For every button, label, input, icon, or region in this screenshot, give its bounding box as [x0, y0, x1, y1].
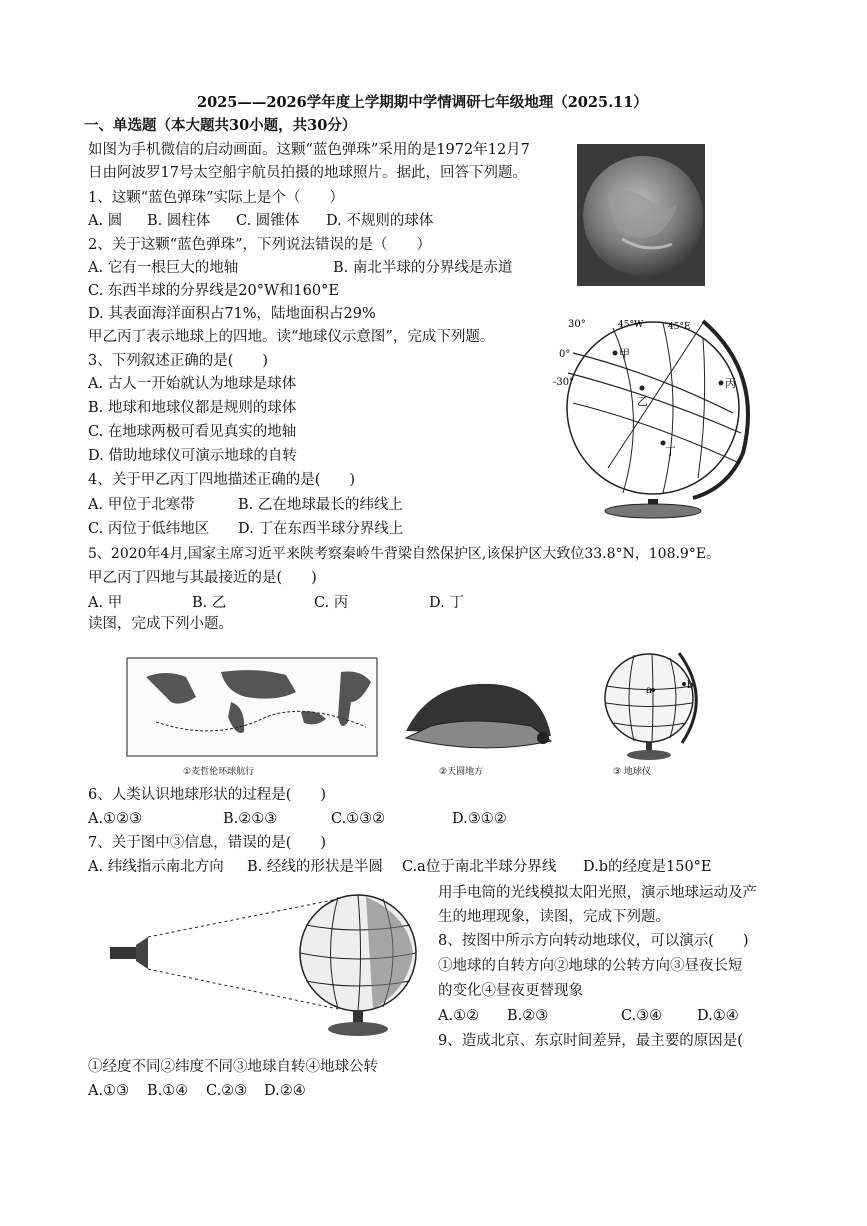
q7-option-a[interactable]: A. 纬线指示南北方向: [88, 859, 224, 875]
question-9-stem: 9、造成北京、东京时间差异，最主要的原因是(: [438, 1033, 743, 1049]
question-1-stem: 1、这颗“蓝色弹珠”实际上是个（ ）: [88, 190, 345, 206]
q6-option-b[interactable]: B.②①③: [223, 811, 278, 827]
intro-text: 用手电筒的光线模拟太阳光照，演示地球运动及产: [438, 885, 757, 901]
question-4-stem: 4、关于甲乙丙丁四地描述正确的是( ): [88, 472, 356, 488]
q4-option-c[interactable]: C. 丙位于低纬地区: [88, 521, 210, 537]
question-8-line: ①地球的自转方向②地球的公转方向③昼夜长短: [438, 958, 743, 974]
q6-option-a[interactable]: A.①②③: [88, 811, 143, 827]
globe-label: 0°: [559, 349, 571, 360]
question-2-stem: 2、关于这颗“蓝色弹珠”，下列说法错误的是（ ）: [88, 237, 432, 253]
q4-option-a[interactable]: A. 甲位于北寒带: [88, 497, 195, 513]
q3-option-d[interactable]: D. 借助地球仪可演示地球的自转: [88, 448, 297, 464]
q8-option-d[interactable]: D.①④: [697, 1008, 739, 1024]
q5-option-b[interactable]: B. 乙: [192, 595, 227, 611]
q6-option-c[interactable]: C.①③②: [331, 811, 386, 827]
q6-option-d[interactable]: D.③①②: [452, 811, 507, 827]
figure-caption: ①麦哲伦环球航行: [183, 767, 255, 777]
globe-label: 甲: [619, 347, 630, 360]
q7-option-c[interactable]: C.a位于南北半球分界线: [402, 859, 557, 875]
q4-option-b[interactable]: B. 乙在地球最长的纬线上: [238, 497, 403, 513]
q1-option-d[interactable]: D. 不规则的球体: [326, 213, 434, 229]
q9-option-a[interactable]: A.①③: [88, 1083, 130, 1099]
question-5-stem-2: 甲乙丙丁四地与其最接近的是( ): [88, 570, 317, 586]
blue-marble-photo: [577, 144, 705, 286]
intro-text: 生的地理现象，读图，完成下列题。: [438, 909, 670, 925]
flashlight-globe-figure: [108, 885, 438, 1041]
small-globe-figure: [594, 648, 714, 763]
q3-option-c[interactable]: C. 在地球两极可看见真实的地轴: [88, 424, 297, 440]
q9-option-d[interactable]: D.②④: [264, 1083, 306, 1099]
question-5-stem: 5、2020年4月,国家主席习近平来陕考察秦岭牛背梁自然保护区,该保护区大致位33.8°N，108.9°E。: [88, 546, 721, 562]
question-6-stem: 6、人类认识地球形状的过程是( ): [88, 787, 327, 803]
q3-option-b[interactable]: B. 地球和地球仪都是规则的球体: [88, 400, 297, 416]
globe-diagram: [553, 313, 771, 521]
q5-option-c[interactable]: C. 丙: [314, 595, 349, 611]
intro-text: 甲乙丙丁表示地球上的四地。读“地球仪示意图”，完成下列题。: [88, 329, 495, 345]
intro-text: 如图为手机微信的启动画面。这颗“蓝色弹珠”采用的是1972年12月7: [88, 142, 530, 158]
q3-option-a[interactable]: A. 古人一开始就认为地球是球体: [88, 376, 297, 392]
small-globe-label: a: [646, 685, 652, 696]
question-8-stem: 8、按图中所示方向转动地球仪，可以演示( ): [438, 933, 749, 949]
q4-option-d[interactable]: D. 丁在东西半球分界线上: [238, 521, 404, 537]
question-9-line: ①经度不同②纬度不同③地球自转④地球公转: [88, 1059, 378, 1075]
small-globe-label: b: [687, 680, 694, 691]
q1-option-c[interactable]: C. 圆锥体: [236, 213, 300, 229]
intro-text: 日由阿波罗17号太空船宇航员拍摄的地球照片。据此，回答下列题。: [88, 165, 527, 181]
q5-option-d[interactable]: D. 丁: [429, 595, 464, 611]
q2-option-a[interactable]: A. 它有一根巨大的地轴: [88, 260, 239, 276]
question-3-stem: 3、下列叙述正确的是( ): [88, 353, 269, 369]
q9-option-b[interactable]: B.①④: [147, 1083, 189, 1099]
q1-option-b[interactable]: B. 圆柱体: [147, 213, 211, 229]
globe-label: 30°: [568, 319, 586, 330]
globe-label: -30°: [553, 377, 575, 388]
q7-option-d[interactable]: D.b的经度是150°E: [583, 859, 712, 875]
figure-caption: ②天圆地方: [439, 767, 484, 777]
globe-label: 乙: [637, 395, 648, 408]
globe-label: 丁: [665, 445, 676, 458]
q1-option-a[interactable]: A. 圆: [88, 213, 123, 229]
section-heading: 一、单选题（本大题共30小题，共30分）: [84, 117, 357, 134]
q2-option-b[interactable]: B. 南北半球的分界线是赤道: [333, 260, 513, 276]
globe-label: 丙: [725, 377, 736, 390]
page-title: 2025——2026学年度上学期期中学情调研七年级地理（2025.11）: [197, 94, 648, 111]
globe-label: 45°W: [618, 320, 644, 330]
question-8-line: 的变化④昼夜更替现象: [438, 983, 583, 999]
intro-text: 读图，完成下列小题。: [88, 616, 233, 632]
magellan-map: [126, 657, 378, 757]
q7-option-b[interactable]: B. 经线的形状是半圆: [247, 859, 383, 875]
q2-option-d[interactable]: D. 其表面海洋面积占71%，陆地面积占29%: [88, 306, 376, 322]
q8-option-a[interactable]: A.①②: [438, 1008, 480, 1024]
globe-label: 45°E: [668, 322, 691, 332]
q2-option-c[interactable]: C. 东西半球的分界线是20°W和160°E: [88, 283, 339, 299]
q8-option-b[interactable]: B.②③: [507, 1008, 549, 1024]
q5-option-a[interactable]: A. 甲: [88, 595, 123, 611]
question-7-stem: 7、关于图中③信息，错误的是( ): [88, 835, 327, 851]
q9-option-c[interactable]: C.②③: [206, 1083, 248, 1099]
q8-option-c[interactable]: C.③④: [621, 1008, 663, 1024]
sky-round-earth-square-figure: [401, 676, 556, 761]
figure-caption: ③ 地球仪: [613, 767, 651, 777]
